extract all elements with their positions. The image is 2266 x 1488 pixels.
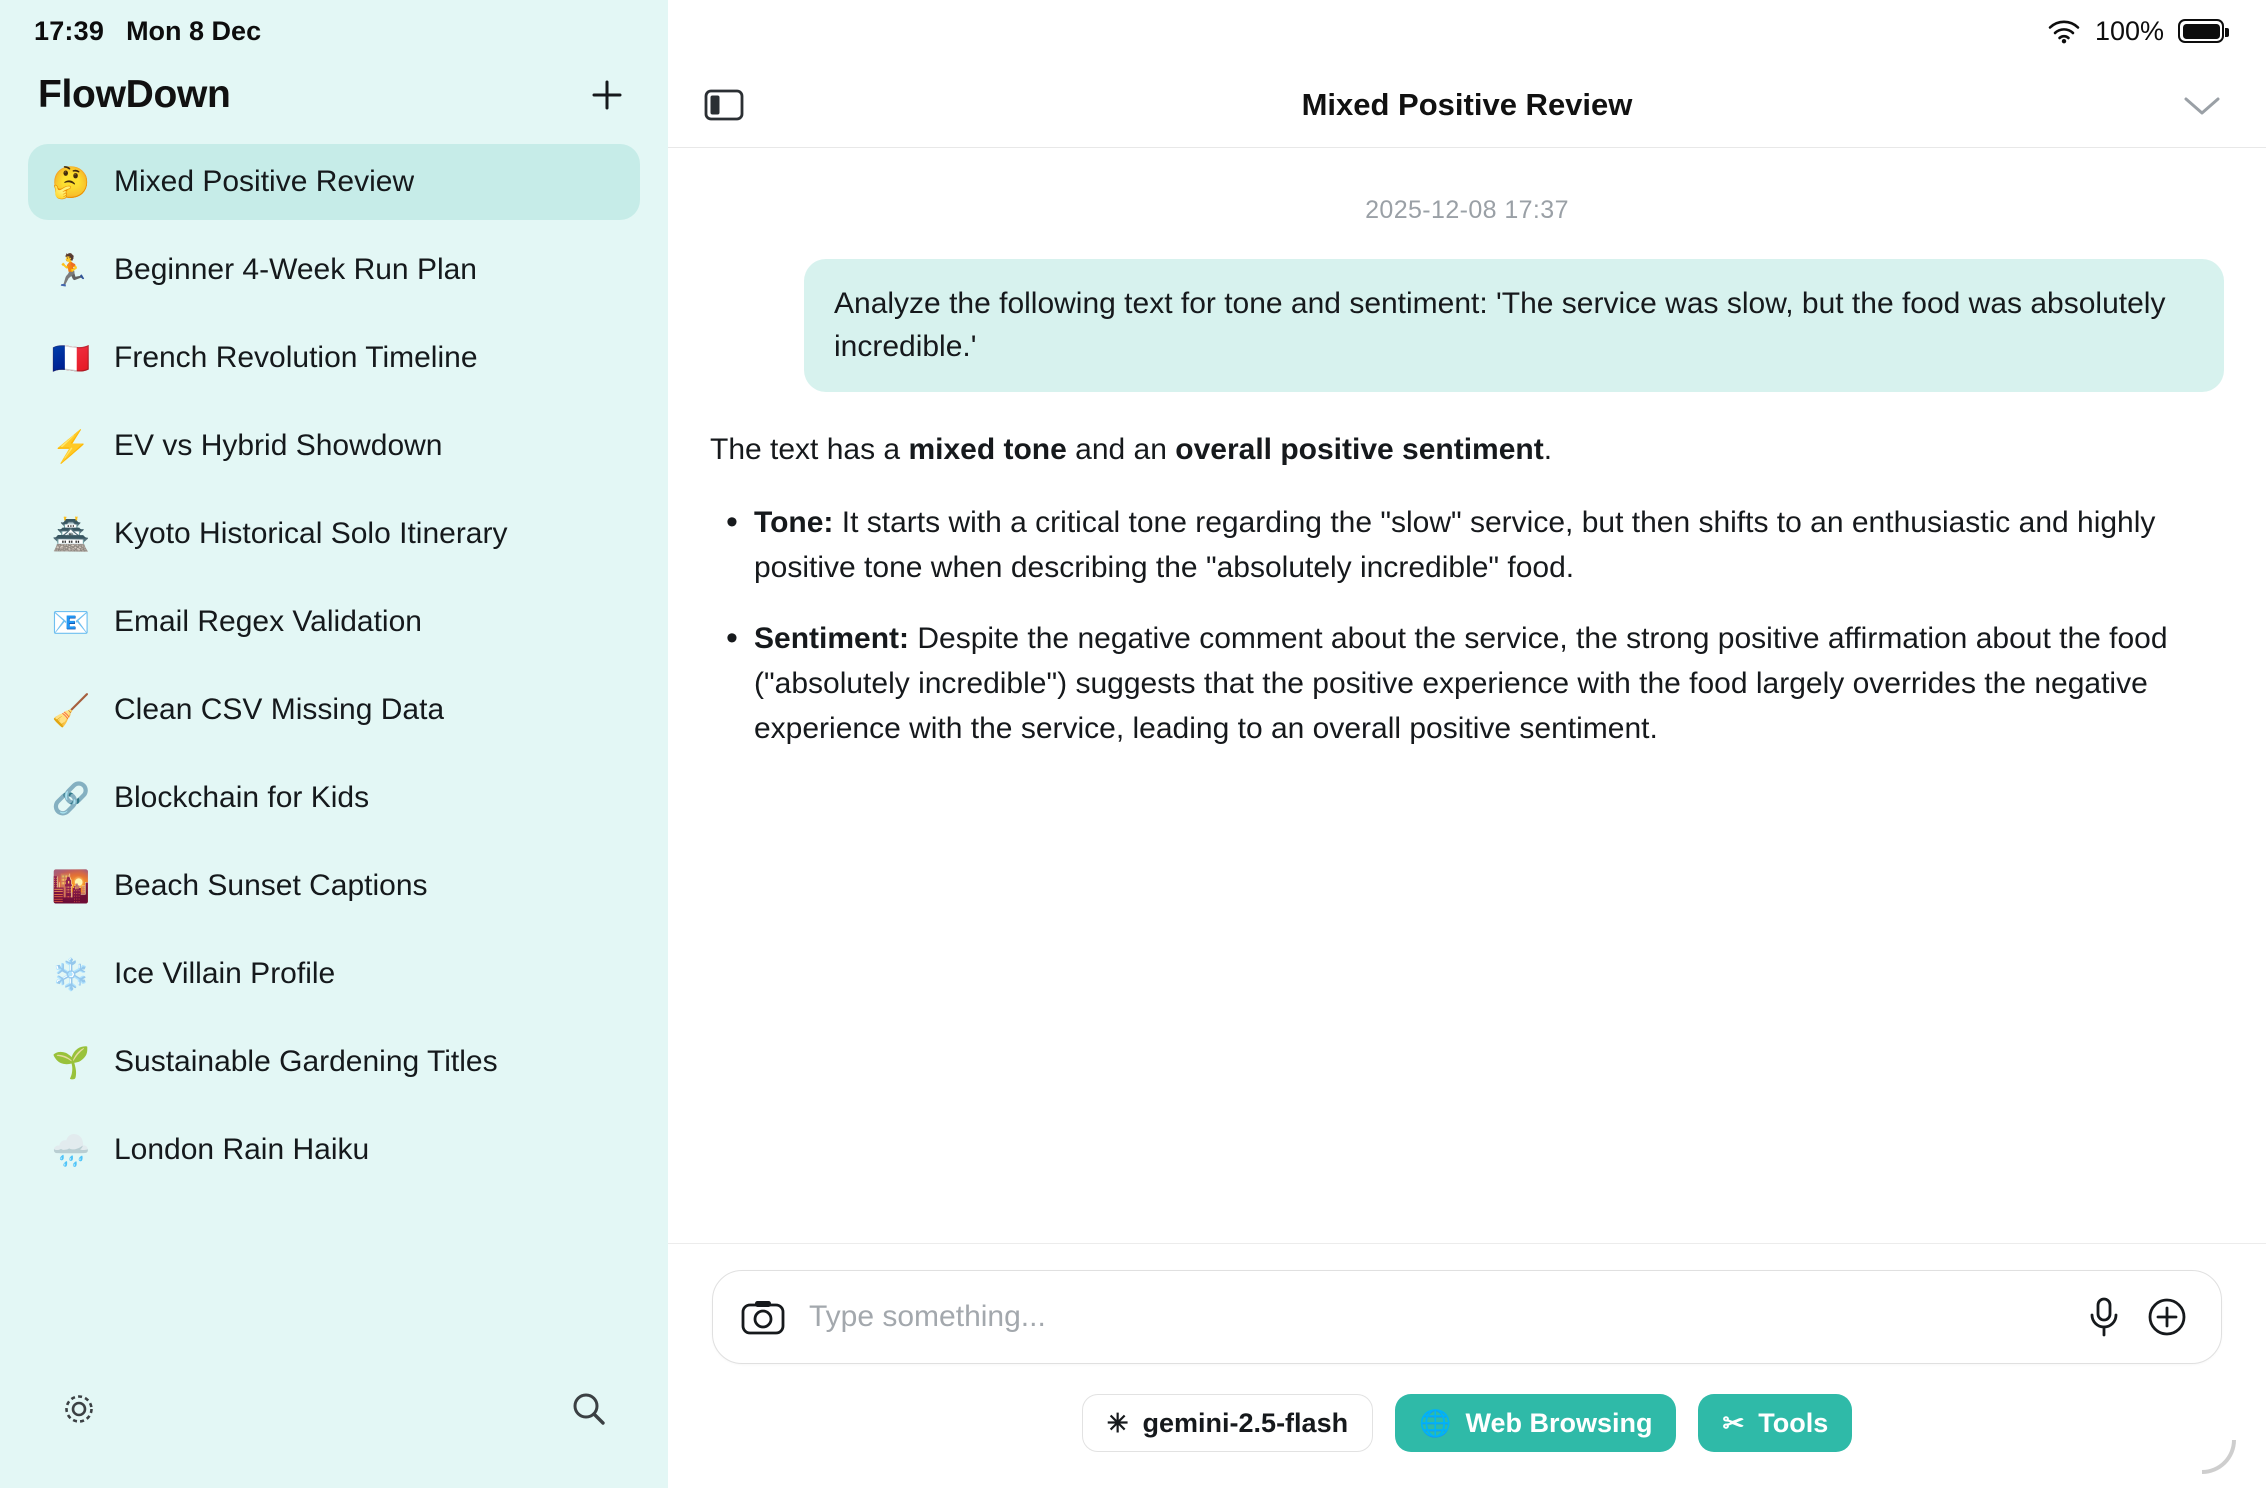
lead-text-2: and an: [1066, 433, 1176, 467]
sidebar-footer: [0, 1360, 668, 1488]
chat-item-label: Email Regex Validation: [114, 605, 422, 638]
chat-list-item-1[interactable]: [28, 232, 640, 308]
chat-item-emoji: 🌧️: [51, 1132, 91, 1168]
wifi-icon: [2047, 18, 2081, 44]
composer: [712, 1270, 2222, 1364]
chat-item-label: Mixed Positive Review: [114, 165, 415, 198]
chat-list-item-4[interactable]: [28, 496, 640, 572]
chat-item-emoji: 📧: [51, 604, 91, 640]
chat-item-emoji: 🏃: [51, 252, 91, 288]
status-time: 17:39: [34, 15, 105, 46]
battery-icon: [2178, 19, 2224, 43]
chat-list-item-0[interactable]: [28, 144, 640, 220]
plus-icon: [587, 75, 627, 115]
lead-bold-1: mixed tone: [908, 433, 1067, 467]
model-selector-chip[interactable]: [1082, 1394, 1373, 1452]
chat-item-label: Blockchain for Kids: [114, 781, 370, 814]
lead-text-1: The text has a: [710, 433, 909, 467]
microphone-icon: [2087, 1296, 2121, 1338]
chat-item-emoji: 🌇: [51, 868, 91, 904]
search-icon: [567, 1387, 611, 1431]
gear-icon: [57, 1387, 101, 1431]
settings-button[interactable]: [54, 1384, 104, 1434]
chat-list-item-10[interactable]: [28, 1024, 640, 1100]
user-message-bubble: Analyze the following text for tone and sentiment: 'The service was slow, but the food was absolutely incredible.': [804, 259, 2224, 392]
app-title: FlowDown: [38, 73, 231, 116]
chat-item-emoji: ❄️: [51, 956, 91, 992]
search-button[interactable]: [564, 1384, 614, 1434]
chat-list-item-3[interactable]: [28, 408, 640, 484]
chat-item-emoji: 🔗: [51, 780, 91, 816]
sidebar-header: [0, 62, 668, 144]
chat-list-item-2[interactable]: [28, 320, 640, 396]
camera-button[interactable]: [741, 1298, 785, 1336]
bullet-text: Despite the negative comment about the service, the strong positive affirmation about the food ("absolutely incredible") suggests that the positive experience with the food largely overrides the negative experience with the service, leading to an overall positive sentiment.: [754, 621, 2168, 745]
assistant-lead-paragraph: [710, 428, 2212, 472]
add-attachment-button[interactable]: [2145, 1295, 2189, 1339]
chevron-down-icon: [2180, 90, 2224, 120]
chat-item-emoji: 🧹: [51, 692, 91, 728]
composer-area: [668, 1243, 2266, 1488]
chat-item-label: Beach Sunset Captions: [114, 869, 428, 902]
bullet-text: It starts with a critical tone regarding the "slow" service, but then shifts to an enthusiastic and highly positive tone when describing the "absolutely incredible" food.: [754, 505, 2156, 584]
status-bar-left: [0, 0, 668, 62]
chat-list-item-8[interactable]: [28, 848, 640, 924]
composer-chips: [712, 1364, 2222, 1488]
chat-item-emoji: 🏯: [51, 516, 91, 552]
chat-list-item-7[interactable]: [28, 760, 640, 836]
assistant-bullet-0: [710, 500, 2212, 590]
assistant-bullet-1: [710, 616, 2212, 751]
web-browsing-chip[interactable]: [1395, 1394, 1676, 1452]
sidebar: [0, 0, 668, 1488]
chat-list-item-9[interactable]: [28, 936, 640, 1012]
assistant-bullet-list: [710, 500, 2212, 751]
lead-text-3: .: [1543, 433, 1553, 467]
tools-icon: ✂: [1722, 1408, 1745, 1438]
sparkle-icon: ✳: [1106, 1408, 1129, 1438]
chat-list: [0, 144, 668, 1360]
status-bar-right: [668, 0, 2266, 62]
user-message-row: [668, 259, 2266, 392]
chat-item-emoji: 🌱: [51, 1044, 91, 1080]
chat-item-label: Sustainable Gardening Titles: [114, 1045, 498, 1078]
chat-item-label: Ice Villain Profile: [114, 957, 336, 990]
chat-list-item-11[interactable]: [28, 1112, 640, 1188]
chat-item-label: Clean CSV Missing Data: [114, 693, 445, 726]
collapse-button[interactable]: [2180, 90, 2224, 120]
plus-circle-icon: [2145, 1295, 2189, 1339]
battery-percent: 100%: [2094, 15, 2164, 46]
chat-item-emoji: 🇫🇷: [51, 340, 91, 376]
bullet-label: Tone:: [754, 505, 834, 539]
conversation-timestamp: 2025-12-08 17:37: [1365, 196, 1569, 224]
model-selector-label: gemini-2.5-flash: [1142, 1407, 1349, 1438]
microphone-button[interactable]: [2087, 1296, 2121, 1338]
tools-label: Tools: [1758, 1407, 1829, 1438]
bullet-label: Sentiment:: [754, 621, 910, 655]
web-browsing-label: Web Browsing: [1465, 1407, 1653, 1438]
chat-item-emoji: 🤔: [51, 164, 91, 200]
lead-bold-2: overall positive sentiment: [1175, 433, 1544, 467]
chat-item-label: London Rain Haiku: [114, 1133, 370, 1166]
page-title: Mixed Positive Review: [1301, 86, 1633, 122]
chat-item-label: EV vs Hybrid Showdown: [114, 429, 443, 462]
tools-chip[interactable]: [1698, 1394, 1852, 1452]
battery-fill: [2183, 24, 2220, 39]
chat-list-item-5[interactable]: [28, 584, 640, 660]
chat-item-label: French Revolution Timeline: [114, 341, 478, 374]
main-header: [668, 62, 2266, 148]
status-date: Mon 8 Dec: [126, 15, 262, 46]
sidebar-toggle-button[interactable]: [704, 88, 744, 122]
chat-list-item-6[interactable]: [28, 672, 640, 748]
main-panel: [668, 0, 2266, 1488]
message-input[interactable]: [809, 1300, 2063, 1334]
globe-icon: 🌐: [1419, 1408, 1452, 1438]
assistant-message: [668, 392, 2266, 751]
chat-item-label: Beginner 4-Week Run Plan: [114, 253, 477, 286]
sidebar-toggle-icon: [704, 88, 744, 122]
chat-item-emoji: ⚡: [51, 428, 91, 464]
new-chat-button[interactable]: [584, 72, 630, 118]
conversation: [668, 148, 2266, 1243]
camera-icon: [741, 1298, 785, 1336]
chat-item-label: Kyoto Historical Solo Itinerary: [114, 517, 508, 550]
